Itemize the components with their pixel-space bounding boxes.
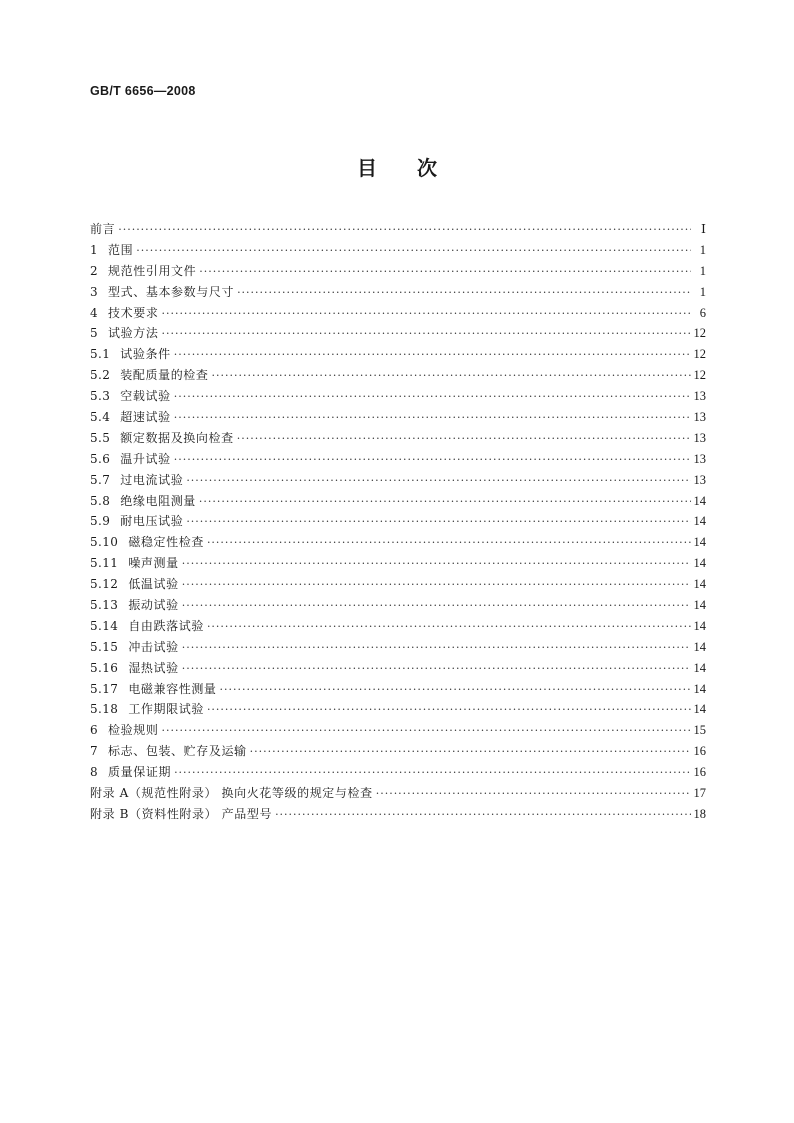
toc-page-number: 12 <box>693 347 706 362</box>
toc-page-number: 14 <box>693 556 706 571</box>
toc-entry[interactable] <box>90 386 706 407</box>
toc-entry-text: 范围 <box>108 242 134 257</box>
toc-entry-text: 试验条件 <box>120 347 171 362</box>
toc-entry-text: 工作期限试验 <box>128 702 204 717</box>
toc-entry-text: 附录 B（资料性附录） 产品型号 <box>90 806 273 821</box>
toc-entry-label <box>90 282 234 303</box>
toc-entry[interactable] <box>90 553 706 574</box>
toc-dot-leader <box>174 408 691 429</box>
toc-entry-number: 5.3 <box>90 389 111 404</box>
toc-entry-number: 5.15 <box>90 639 119 654</box>
toc-dot-leader <box>212 366 691 387</box>
toc-entry-number: 5.6 <box>90 451 111 466</box>
toc-page-number: 1 <box>699 242 706 257</box>
toc-entry-number: 5.18 <box>90 702 119 717</box>
toc-dot-leader <box>182 659 691 680</box>
toc-entry[interactable] <box>90 219 706 240</box>
toc-entry-text: 质量保证期 <box>108 765 172 780</box>
toc-dot-leader <box>182 596 691 617</box>
page-title: 目次 <box>357 156 477 180</box>
toc-entry-text: 湿热试验 <box>128 660 179 675</box>
toc-page-number: 14 <box>693 681 706 696</box>
toc-entry-label <box>90 240 133 261</box>
toc-entry-text: 过电流试验 <box>120 472 184 487</box>
toc-entry[interactable] <box>90 658 706 679</box>
toc-dot-leader <box>207 700 691 721</box>
toc-dot-leader <box>186 512 690 533</box>
toc-page-number: 14 <box>693 577 706 592</box>
toc-entry-number: 7 <box>90 744 99 759</box>
toc-entry-label <box>90 470 183 491</box>
toc-dot-leader <box>161 324 690 345</box>
toc-entry-number: 5.8 <box>90 493 111 508</box>
toc-page-number: 12 <box>693 368 706 383</box>
toc-dot-leader <box>174 387 691 408</box>
toc-entry[interactable] <box>90 323 706 344</box>
toc-entry-label <box>90 679 217 700</box>
toc-entry-label <box>90 783 373 804</box>
toc-entry-label <box>90 219 115 240</box>
toc-entry[interactable] <box>90 532 706 553</box>
toc-entry[interactable] <box>90 741 706 762</box>
toc-page-number: 6 <box>699 305 706 320</box>
toc-entry-text: 标志、包装、贮存及运输 <box>108 744 247 759</box>
toc-entry[interactable] <box>90 679 706 700</box>
toc-entry[interactable] <box>90 261 706 282</box>
toc-entry-number: 5.10 <box>90 535 119 550</box>
toc-dot-leader <box>161 721 690 742</box>
toc-dot-leader <box>182 575 691 596</box>
toc-entry[interactable] <box>90 449 706 470</box>
toc-entry[interactable] <box>90 783 706 804</box>
toc-entry-number: 5.9 <box>90 514 111 529</box>
toc-dot-leader <box>237 429 691 450</box>
toc-entry[interactable] <box>90 574 706 595</box>
toc-entry-number: 5.5 <box>90 430 111 445</box>
toc-page-number: 14 <box>693 618 706 633</box>
toc-page-number: 13 <box>693 389 706 404</box>
toc-entry-number: 5.16 <box>90 660 119 675</box>
toc-entry-number: 5.17 <box>90 681 119 696</box>
toc-entry-number: 5.2 <box>90 368 111 383</box>
toc-entry-text: 空载试验 <box>120 389 171 404</box>
toc-entry-text: 前言 <box>90 222 116 236</box>
toc-entry-text: 耐电压试验 <box>120 514 184 529</box>
toc-dot-leader <box>182 554 691 575</box>
toc-entry-text: 绝缘电阻测量 <box>120 493 196 508</box>
toc-entry-text: 磁稳定性检查 <box>128 535 204 550</box>
toc-entry-label <box>90 804 272 825</box>
toc-page-number: 14 <box>693 702 706 717</box>
toc-entry-text: 超速试验 <box>120 410 171 425</box>
toc-entry-label <box>90 261 196 282</box>
toc-entry-text: 规范性引用文件 <box>108 263 197 278</box>
toc-entry-number: 3 <box>90 284 99 299</box>
toc-entry-text: 自由跌落试验 <box>128 618 204 633</box>
toc-page-number: 1 <box>699 263 706 278</box>
toc-entry-label <box>90 658 179 679</box>
toc-entry-text: 试验方法 <box>108 326 159 341</box>
toc-entry-text: 电磁兼容性测量 <box>128 681 217 696</box>
toc-page-number: 13 <box>693 430 706 445</box>
toc-dot-leader <box>186 471 690 492</box>
toc-page-number: 16 <box>693 744 706 759</box>
toc-entry-number: 5.7 <box>90 472 111 487</box>
toc-entry[interactable] <box>90 240 706 261</box>
toc-entry-label <box>90 386 171 407</box>
standard-code: GB/T 6656—2008 <box>90 84 196 98</box>
toc-entry-number: 4 <box>90 305 99 320</box>
toc-dot-leader <box>376 784 691 805</box>
toc-page-number: 18 <box>693 806 706 821</box>
toc-dot-leader <box>174 345 691 366</box>
toc-entry-label <box>90 720 158 741</box>
toc-entry-text: 附录 A（规范性附录） 换向火花等级的规定与检查 <box>90 786 373 801</box>
toc-dot-leader <box>250 742 691 763</box>
toc-page-number: 15 <box>693 723 706 738</box>
toc-entry[interactable] <box>90 344 706 365</box>
toc-entry[interactable] <box>90 511 706 532</box>
toc-entry-label <box>90 428 234 449</box>
toc-dot-leader <box>220 680 691 701</box>
toc-entry[interactable] <box>90 762 706 783</box>
toc-entry-label <box>90 449 171 470</box>
toc-entry-number: 5.11 <box>90 556 119 571</box>
toc-page-number: 13 <box>693 472 706 487</box>
toc-entry-text: 检验规则 <box>108 723 159 738</box>
toc-dot-leader <box>161 304 691 325</box>
toc-dot-leader <box>118 220 691 241</box>
toc-page-number: 16 <box>693 765 706 780</box>
toc-entry-label <box>90 491 196 512</box>
toc-entry-label <box>90 595 179 616</box>
toc-entry-text: 额定数据及换向检查 <box>120 430 234 445</box>
toc-page-number: 13 <box>693 451 706 466</box>
toc-entry-label <box>90 699 204 720</box>
toc-dot-leader <box>182 638 691 659</box>
toc-entry-label <box>90 344 171 365</box>
toc-dot-leader <box>199 492 691 513</box>
toc-entry[interactable] <box>90 637 706 658</box>
toc-entry-text: 技术要求 <box>108 305 159 320</box>
toc-dot-leader <box>275 805 690 826</box>
toc-entry-text: 装配质量的检查 <box>120 368 209 383</box>
toc-entry-text: 振动试验 <box>128 598 179 613</box>
toc-page-number: 13 <box>693 410 706 425</box>
toc-entry-label <box>90 303 158 324</box>
toc-entry[interactable] <box>90 407 706 428</box>
toc-page-number: 14 <box>693 493 706 508</box>
toc-page-number: 14 <box>693 598 706 613</box>
toc-entry[interactable] <box>90 699 706 720</box>
toc-entry[interactable] <box>90 616 706 637</box>
toc-entry-number: 6 <box>90 723 99 738</box>
toc-page-number: 1 <box>699 284 706 299</box>
toc-entry-text: 冲击试验 <box>128 639 179 654</box>
toc-entry-text: 低温试验 <box>128 577 179 592</box>
toc-entry-label <box>90 616 204 637</box>
toc-entry[interactable] <box>90 428 706 449</box>
toc-page-number: 14 <box>693 535 706 550</box>
toc-entry-label <box>90 637 179 658</box>
toc-entry[interactable] <box>90 491 706 512</box>
toc-page-number: 14 <box>693 514 706 529</box>
toc-entry-number: 8 <box>90 765 99 780</box>
toc-entry-label <box>90 741 247 762</box>
toc-entry-label <box>90 532 204 553</box>
toc-page-number: 14 <box>693 639 706 654</box>
toc-entry-number: 5.1 <box>90 347 111 362</box>
toc-entry[interactable] <box>90 282 706 303</box>
toc-entry[interactable] <box>90 595 706 616</box>
toc-entry-number: 5.4 <box>90 410 111 425</box>
toc-page-number: 14 <box>693 660 706 675</box>
toc-entry[interactable] <box>90 720 706 741</box>
toc-entry-label <box>90 407 171 428</box>
toc-entry-label <box>90 365 209 386</box>
toc-entry[interactable] <box>90 365 706 386</box>
toc-entry-label <box>90 762 171 783</box>
toc-dot-leader <box>207 533 691 554</box>
toc-dot-leader <box>207 617 691 638</box>
toc-entry[interactable] <box>90 470 706 491</box>
toc-dot-leader <box>237 283 691 304</box>
toc-dot-leader <box>174 450 691 471</box>
toc-dot-leader <box>136 241 691 262</box>
toc-entry-label <box>90 323 158 344</box>
toc-dot-leader <box>174 763 690 784</box>
toc-dot-leader <box>199 262 691 283</box>
toc-entry-label <box>90 511 183 532</box>
toc-entry-label <box>90 553 179 574</box>
toc-entry-number: 1 <box>90 242 99 257</box>
toc-entry-number: 5.13 <box>90 598 119 613</box>
toc-page-number: Ⅰ <box>701 222 706 236</box>
table-of-contents <box>90 219 706 825</box>
toc-entry-number: 5.14 <box>90 618 119 633</box>
toc-entry[interactable] <box>90 303 706 324</box>
toc-entry-text: 温升试验 <box>120 451 171 466</box>
toc-page-number: 17 <box>693 786 706 801</box>
toc-entry-number: 2 <box>90 263 99 278</box>
toc-entry[interactable] <box>90 804 706 825</box>
toc-entry-label <box>90 574 179 595</box>
toc-entry-number: 5.12 <box>90 577 119 592</box>
toc-entry-text: 型式、基本参数与尺寸 <box>108 284 235 299</box>
toc-entry-number: 5 <box>90 326 99 341</box>
toc-page-number: 12 <box>693 326 706 341</box>
toc-entry-text: 噪声测量 <box>128 556 179 571</box>
